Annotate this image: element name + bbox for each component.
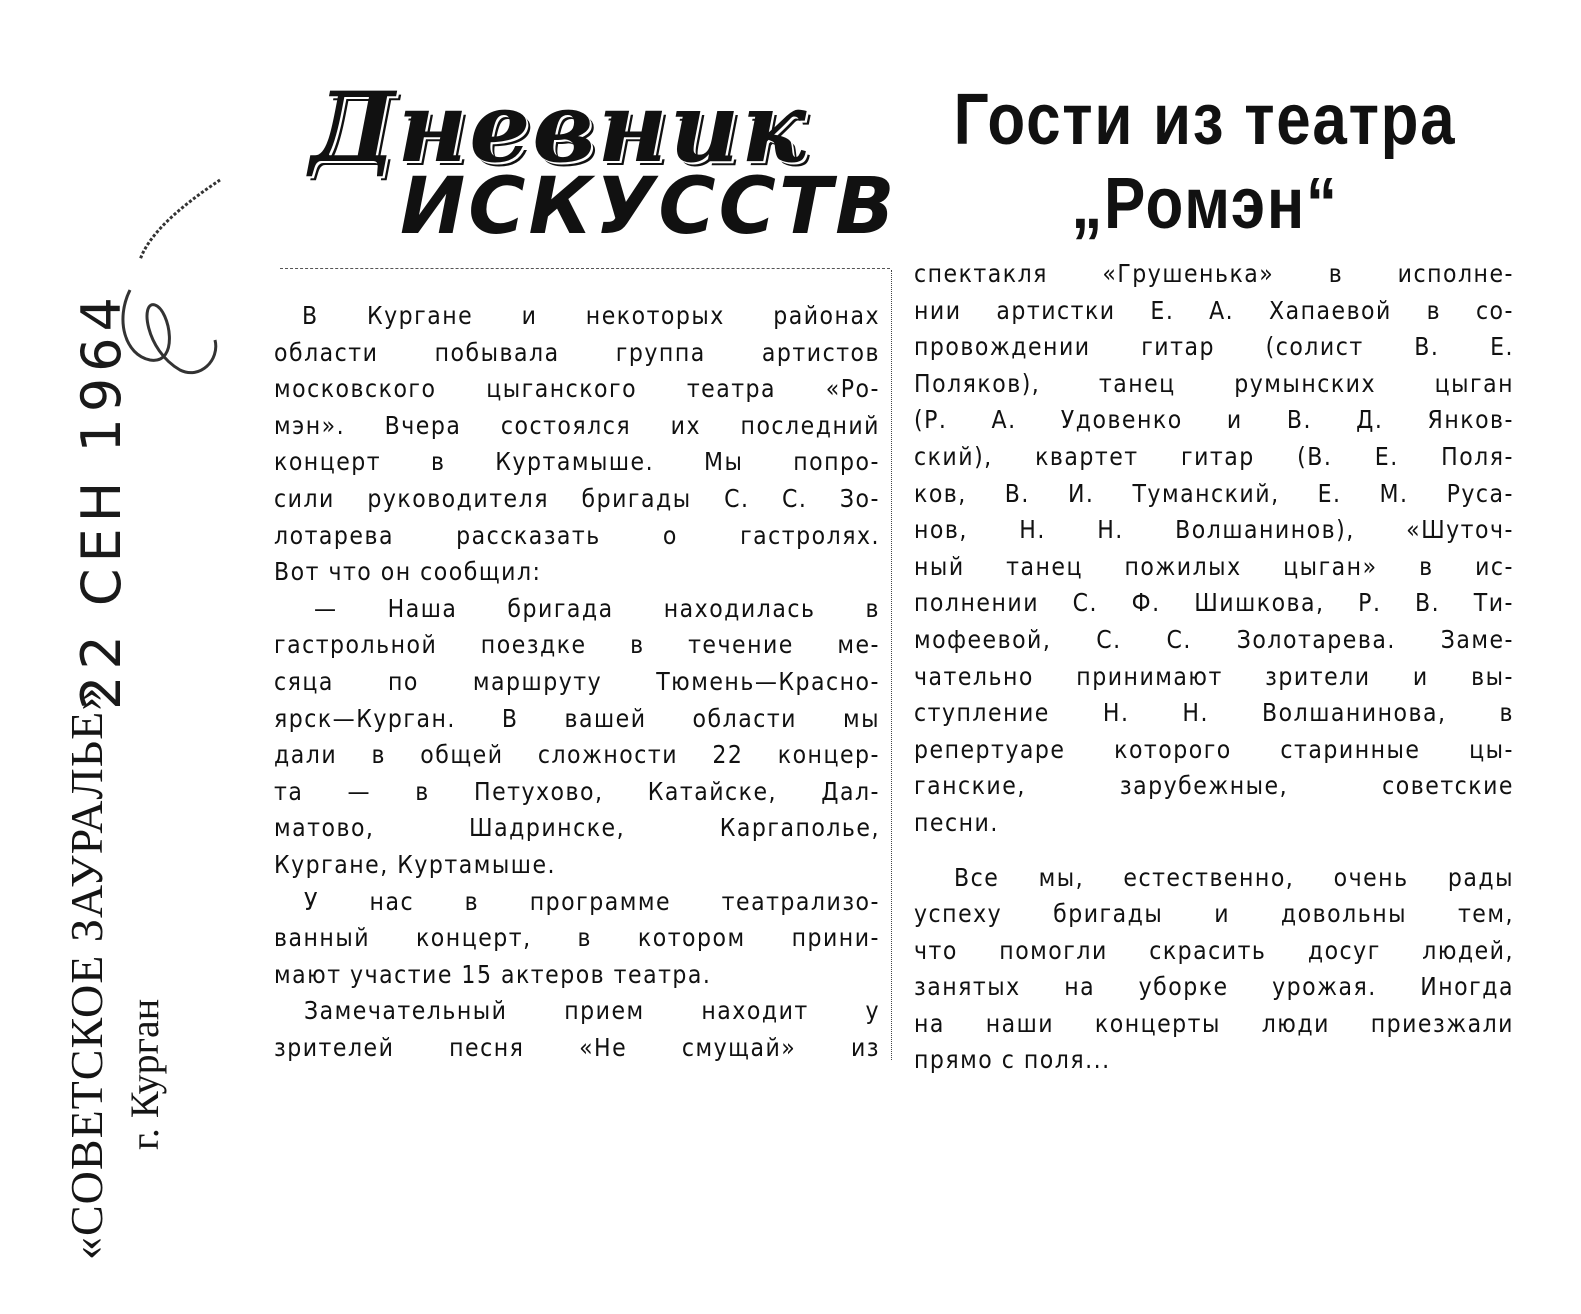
text-line: мают участие 15 актеров театра.: [274, 959, 712, 989]
text-line: (Р. А. Удовенко и В. Д. Янков-: [914, 405, 1514, 435]
text-line: В Кургане и некоторых районах: [302, 301, 880, 330]
text-line: ский), квартет гитар (В. Е. Поля-: [914, 441, 1514, 471]
text-line: мэн». Вчера состоялся их последний: [274, 410, 880, 440]
text-line: московского цыганского театра «Ро-: [274, 374, 880, 404]
text-line: ный танец пожилых цыган» в ис-: [914, 551, 1514, 581]
newspaper-name: «СОВЕТСКОЕ ЗАУРАЛЬЕ»: [61, 686, 112, 1260]
text-line: на наши концерты люди приезжали: [914, 1008, 1514, 1038]
text-line: — Наша бригада находилась в: [314, 593, 880, 623]
text-line: сяца по маршруту Тюмень—Красно-: [274, 666, 880, 696]
text-line: ганские, зарубежные, советские: [914, 771, 1514, 801]
text-line: спектакля «Грушенька» в исполне-: [914, 259, 1514, 288]
text-line: концерт в Куртамыше. Мы попро-: [274, 447, 880, 477]
date-stamp: 22 СЕН 1964: [70, 291, 133, 710]
text-line: нии артистки Е. А. Хапаевой в со-: [914, 295, 1514, 325]
paragraph-gap: [914, 842, 1514, 860]
text-line: У нас в программе театрализо-: [304, 886, 880, 916]
text-line: гастрольной поездке в течение ме-: [274, 630, 880, 660]
text-line: полнении С. Ф. Шишкова, Р. В. Ти-: [914, 588, 1514, 618]
text-line: матово, Шадринске, Каргаполье,: [274, 813, 880, 843]
text-line: провождении гитар (солист В. Е.: [914, 332, 1514, 362]
text-line: мофеевой, С. С. Золотарева. Заме-: [914, 624, 1514, 654]
text-line: репертуаре которого старинные цы-: [914, 734, 1514, 764]
text-line: чательно принимают зрители и вы-: [914, 661, 1514, 691]
text-line: сили руководителя бригады С. С. Зо-: [274, 483, 880, 513]
text-line: лотарева рассказать о гастролях.: [274, 520, 880, 550]
newspaper-city: г. Курган: [122, 998, 167, 1150]
text-line: ступление Н. Н. Волшанинова, в: [914, 698, 1514, 728]
title-line-1: Гости из театра: [953, 80, 1457, 160]
text-line: ков, В. И. Туманский, Е. М. Руса-: [914, 478, 1514, 508]
text-line: Вот что он сообщил:: [274, 557, 542, 587]
rubric-logo: [300, 71, 898, 260]
source-stamp: [60, 640, 168, 1260]
heading-divider: [280, 268, 890, 269]
text-line: Поляков), танец румынских цыган: [914, 368, 1514, 398]
text-line: успеху бригады и довольны тем,: [914, 899, 1514, 929]
text-line: ярск—Курган. В вашей области мы: [274, 703, 880, 733]
text-line: области побывала группа артистов: [274, 337, 880, 367]
rubric-line-2: ИСКУССТВ: [400, 162, 898, 252]
article-title: [947, 78, 1463, 246]
text-line: Все мы, естественно, очень рады: [954, 862, 1514, 892]
text-line: песни.: [914, 807, 999, 837]
column-divider: [891, 270, 892, 1060]
text-line: ванный концерт, в котором прини-: [274, 923, 880, 953]
article-column-right: [914, 256, 1514, 1079]
text-line: зрителей песня «Не смущай» из: [274, 1032, 880, 1062]
text-line: занятых на уборке урожая. Иногда: [914, 972, 1514, 1002]
text-line: что помогли скрасить досуг людей,: [914, 935, 1514, 965]
text-line: Кургане, Куртамыше.: [274, 849, 557, 879]
text-line: прямо с поля...: [914, 1045, 1111, 1075]
text-line: Замечательный прием находит у: [304, 996, 880, 1026]
article-column-left: [274, 298, 880, 1066]
text-line: нов, Н. Н. Волшанинов), «Шуточ-: [914, 515, 1514, 545]
title-line-2: „Ромэн“: [1071, 164, 1339, 244]
handwritten-signature: [110, 170, 240, 390]
text-line: дали в общей сложности 22 концер-: [274, 740, 880, 770]
rubric-line-1: Дневник: [310, 71, 809, 184]
text-line: та — в Петухово, Катайске, Дал-: [274, 776, 880, 806]
